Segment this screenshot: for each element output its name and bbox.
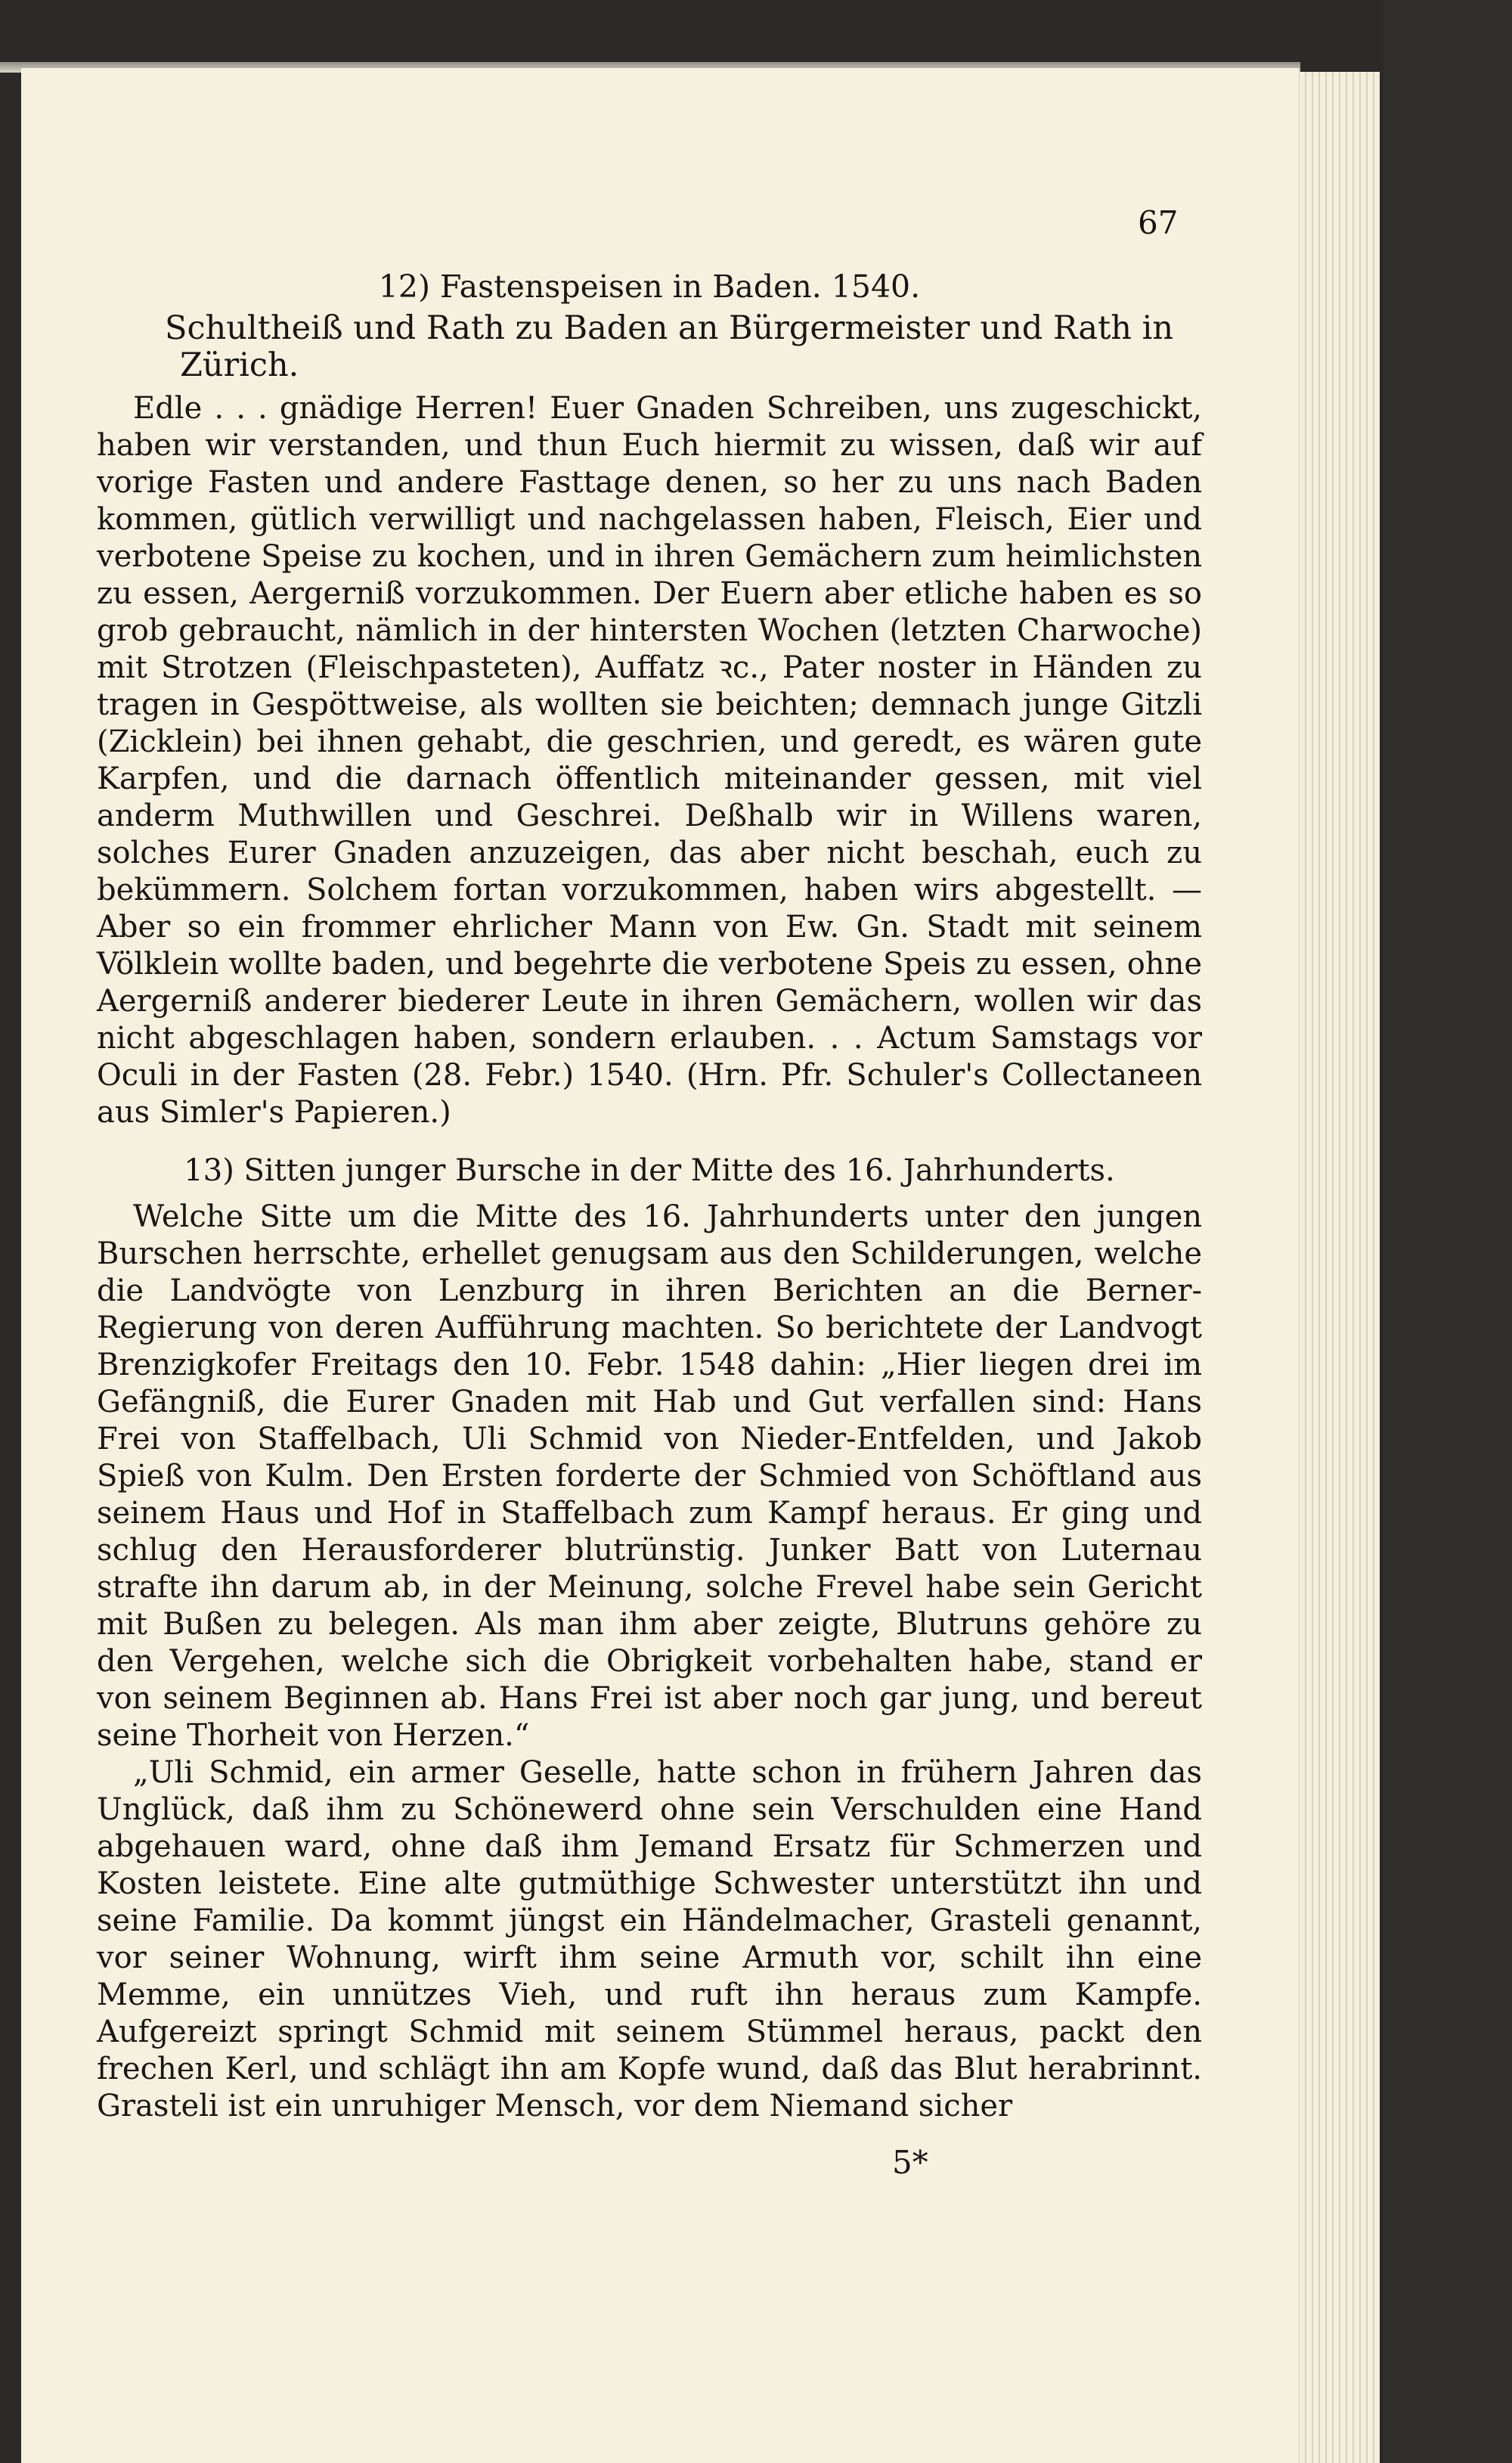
section-12-subheading: Schultheiß und Rath zu Baden an Bürgermeister und Rath in Zürich. — [165, 309, 1174, 384]
page-edges — [1293, 72, 1380, 2463]
section-12-body: Edle . . . gnädige Herren! Euer Gnaden Schreiben, uns zugeschickt, haben wir verstanden, und thun Euch hiermit zu wissen, daß wir auf vorige Fasten und andere Fasttage denen, so her zu uns nach Baden kommen, gütlich verwilligt und nachgelassen haben, Fleisch, Eier und verbotene Speise zu kochen, und in ihren Gemächern zum heimlichsten zu essen, Aergerniß vorzukommen. Der Euern aber etliche haben es so grob gebraucht, nämlich in der hintersten Wochen (letzten Charwoche) mit Strotzen (Fleischpasteten), Auffatz ꝛc., Pater noster in Händen zu tragen in Gespöttweise, als wollten sie beichten; demnach junge Gitzli (Zicklein) bei ihnen gehabt, die geschrien, und geredt, es wären gute Karpfen, und die darnach öffentlich miteinander gessen, mit viel anderm Muthwillen und Geschrei. Deßhalb wir in Willens waren, solches Eurer Gnaden anzuzeigen, das aber nicht beschah, euch zu bekümmern. Solchem fortan vorzukommen, haben wirs abgestellt. — Aber so ein frommer ehrlicher Mann von Ew. Gn. Stadt mit seinem Völklein wollte baden, und begehrte die verbotene Speis zu essen, ohne Aergerniß anderer biederer Leute in ihren Gemächern, wollen wir das nicht abgeschlagen haben, sondern erlauben. . . Actum Samstags vor Oculi in der Fasten (28. Febr.) 1540. (Hrn. Pfr. Schuler's Collectaneen aus Simler's Papieren.) — [97, 391, 1202, 1130]
page-text — [97, 268, 1202, 2125]
signature-mark: 5* — [892, 2144, 928, 2181]
section-12-heading: 12) Fastenspeisen in Baden. 1540. — [378, 268, 921, 305]
section-13-paragraph-1: Welche Sitte um die Mitte des 16. Jahrhunderts unter den jungen Burschen herrschte, erhellet genugsam aus den Schilderungen, welche die Landvögte von Lenzburg in ihren Berichten an die Berner-Regierung von deren Aufführung machten. So berichtete der Landvogt Brenzigkofer Freitags den 10. Febr. 1548 dahin: „Hier liegen drei im Gefängniß, die Eurer Gnaden mit Hab und Gut verfallen sind: Hans Frei von Staffelbach, Uli Schmid von Nieder-Entfelden, und Jakob Spieß von Kulm. Den Ersten forderte der Schmied von Schöftland aus seinem Haus und Hof in Staffelbach zum Kampf heraus. Er ging und schlug den Herausforderer blutrünstig. Junker Batt von Luternau strafte ihn darum ab, in der Meinung, solche Frevel habe sein Gericht mit Bußen zu belegen. Als man ihm aber zeigte, Blutruns gehöre zu den Vergehen, welche sich die Obrigkeit vorbehalten habe, stand er von seinem Beginnen ab. Hans Frei ist aber noch gar jung, und bereut seine Thorheit von Herzen.“ — [97, 1199, 1202, 1753]
page-number: 67 — [1138, 204, 1179, 241]
section-13-heading: 13) Sitten junger Bursche in der Mitte des 16. Jahrhunderts. — [184, 1153, 1115, 1188]
section-13-paragraph-2: „Uli Schmid, ein armer Geselle, hatte schon in frühern Jahren das Unglück, daß ihm zu Schönewerd ohne sein Verschulden eine Hand abgehauen ward, ohne daß ihm Jemand Ersatz für Schmerzen und Kosten leistete. Eine alte gutmüthige Schwester unterstützt ihn und seine Familie. Da kommt jüngst ein Händelmacher, Grasteli genannt, vor seiner Wohnung, wirft ihm seine Armuth vor, schilt ihn eine Memme, ein unnützes Vieh, und ruft ihn heraus zum Kampfe. Aufgereizt springt Schmid mit seinem Stümmel heraus, packt den frechen Kerl, und schlägt ihn am Kopfe wund, daß das Blut herabrinnt. Grasteli ist ein unruhiger Mensch, vor dem Niemand sicher — [97, 1755, 1202, 2123]
book-cover-edge — [1383, 0, 1512, 2463]
